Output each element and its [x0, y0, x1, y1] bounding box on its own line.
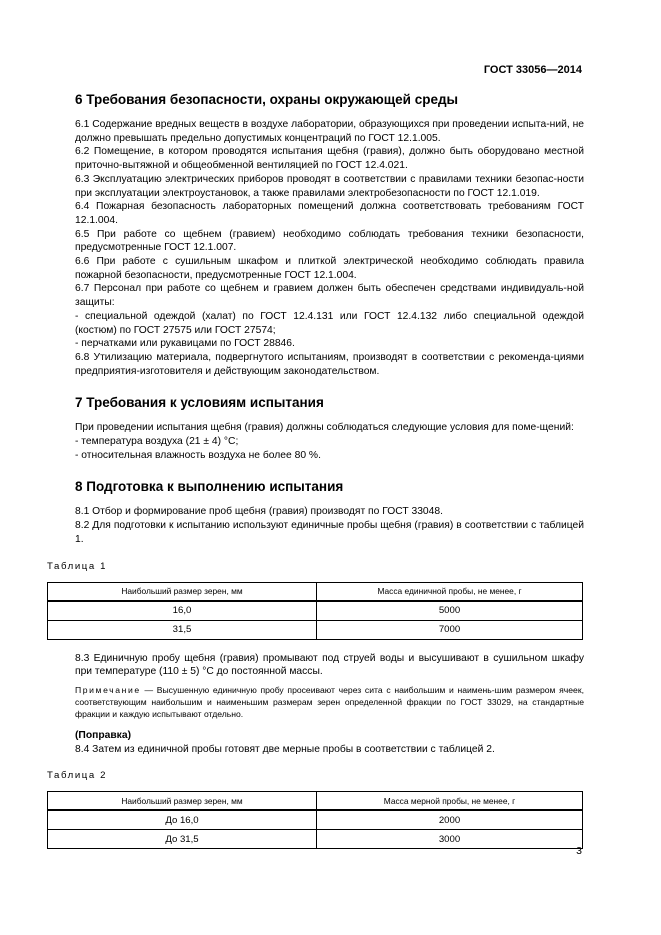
paragraph-8-3: 8.3 Единичную пробу щебня (гравия) промывают под струей воды и высушивают в сушильном шкафу при температуре (110 ± 5) °С до постоянной массы. — [75, 652, 584, 678]
page-number: 3 — [576, 845, 582, 857]
list-item-temperature: - температура воздуха (21 ± 4) °С; — [75, 436, 239, 448]
table-1-header-mass: Масса единичной пробы, не менее, г — [317, 582, 583, 601]
paragraph-6-3: 6.3 Эксплуатацию электрических приборов проводят в соответствии с правилами техники безопас-ности при эксплуатации электроустановок, а также правилами электробезопасности по ГОСТ 12.1.019. — [75, 173, 584, 199]
note-text: — Высушенную единичную пробу просеивают через сита с наибольшим и наимень-шим размером ячеек, соответствующим наибольшим и наименьшим размерам зерен определенной фракции по ГОСТ 33029, на стандартные фракции и каждую испытывают отдельно. — [75, 684, 584, 719]
amendment-label: (Поправка) — [75, 729, 131, 741]
table-cell: 5000 — [317, 601, 583, 621]
table-1-caption: Таблица 1 — [47, 560, 108, 572]
table-cell: До 31,5 — [48, 830, 317, 849]
paragraph-8-1: 8.1 Отбор и формирование проб щебня (гравия) производят по ГОСТ 33048. — [75, 506, 443, 518]
paragraph-6-2: 6.2 Помещение, в котором проводятся испытания щебня (гравия), должно быть оборудовано местной приточно-вытяжной и общеобменной вентиляцией по ГОСТ 12.4.021. — [75, 146, 584, 172]
table-2-caption: Таблица 2 — [47, 770, 108, 782]
document-id: ГОСТ 33056—2014 — [483, 64, 582, 76]
table-row — [48, 810, 583, 830]
section-6-title: 6 Требования безопасности, охраны окружающей среды — [75, 92, 459, 107]
section-8-title: 8 Подготовка к выполнению испытания — [75, 479, 344, 495]
table-2 — [47, 791, 583, 849]
note-label: Примечание — [75, 684, 141, 695]
table-cell: 16,0 — [48, 601, 317, 621]
paragraph-6-6: 6.6 При работе с сушильным шкафом и плиткой электрической необходимо соблюдать правила пожарной безопасности, предусмотренные ГОСТ 12.1.004. — [75, 256, 584, 281]
list-item-humidity: - относительная влажность воздуха не более 80 %. — [75, 449, 321, 461]
table-cell: До 16,0 — [48, 810, 317, 830]
table-2-header-row — [48, 792, 583, 811]
table-1-header-row — [48, 582, 583, 601]
table-row — [48, 620, 583, 639]
table-cell: 3000 — [317, 830, 583, 849]
section-7-title: 7 Требования к условиям испытания — [75, 395, 324, 411]
table-2-header-size: Наибольший размер зерен, мм — [48, 792, 317, 811]
table-cell: 2000 — [317, 810, 583, 830]
paragraph-8-2: 8.2 Для подготовки к испытанию используют единичные пробы щебня (гравия) в соответствии с таблицей 1. — [75, 520, 584, 545]
paragraph-6-4: 6.4 Пожарная безопасность лабораторных помещений должна соответствовать требованиям ГОСТ 12.1.004. — [75, 201, 584, 226]
paragraph-7-1: При проведении испытания щебня (гравия) должны соблюдаться следующие условия для поме-щений: — [75, 422, 574, 434]
paragraph-6-7-item-2: - перчатками или рукавицами по ГОСТ 28846. — [75, 338, 295, 350]
paragraph-6-5: 6.5 При работе со щебнем (гравием) необходимо соблюдать требования техники безопасности, предусмотренные ГОСТ 12.1.007. — [75, 228, 584, 254]
note — [75, 684, 584, 720]
table-row — [48, 830, 583, 849]
table-2-header-mass: Масса мерной пробы, не менее, г — [317, 792, 583, 811]
page-body — [47, 92, 584, 849]
table-row — [48, 601, 583, 621]
table-cell: 7000 — [317, 620, 583, 639]
table-1 — [47, 582, 583, 640]
table-cell: 31,5 — [48, 620, 317, 639]
paragraph-6-8: 6.8 Утилизацию материала, подвергнутого испытаниям, производят в соответствии с рекоменда-циями предприятия-изготовителя и действующим законодательством. — [75, 351, 584, 377]
paragraph-6-7: 6.7 Персонал при работе со щебнем и гравием должен быть обеспечен средствами индивидуаль-ной защиты: — [75, 283, 584, 309]
paragraph-8-4: 8.4 Затем из единичной пробы готовят две мерные пробы в соответствии с таблицей 2. — [75, 743, 495, 755]
table-1-header-size: Наибольший размер зерен, мм — [48, 582, 317, 601]
paragraph-6-1: 6.1 Содержание вредных веществ в воздухе лаборатории, образующихся при проведении испыта-ний, не должно превышать предельно допустимых концентраций по ГОСТ 12.1.005. — [75, 119, 584, 144]
paragraph-6-7-item-1: - специальной одеждой (халат) по ГОСТ 12.4.131 или ГОСТ 12.4.132 либо специальной одеждой (костюм) по ГОСТ 27575 или ГОСТ 27574; — [75, 310, 584, 336]
